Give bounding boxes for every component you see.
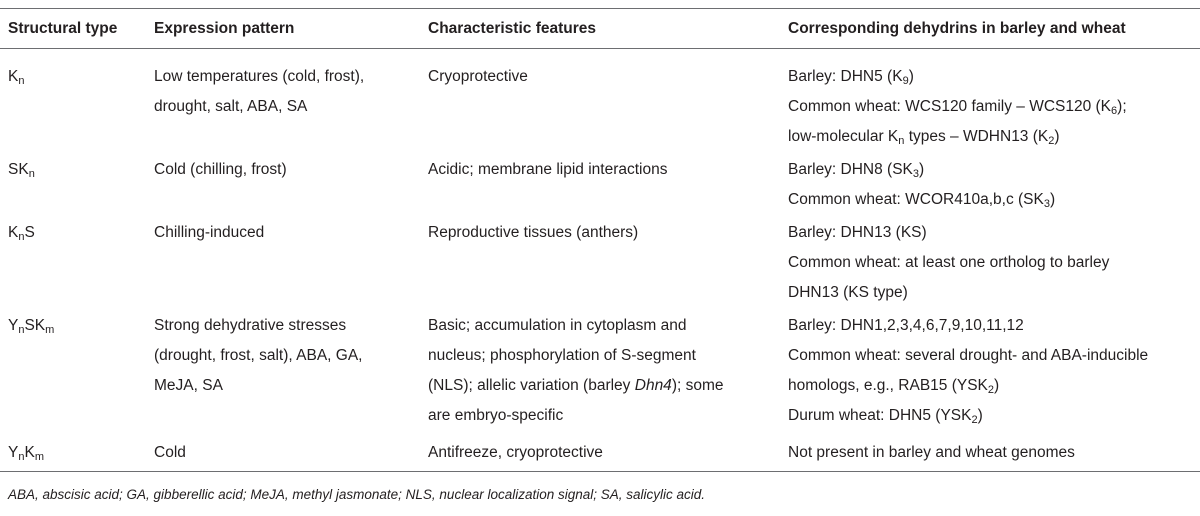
- cell-characteristic-features: Acidic; membrane lipid interactions: [428, 161, 668, 178]
- cell-dehydrin: Barley: DHN8 $(SK_3)$: [788, 161, 925, 180]
- subscript: 2: [1048, 135, 1055, 147]
- cell-characteristic-features: Cryoprotective: [428, 68, 528, 85]
- cell-dehydrin: Common wheat: WCS120 family – WCS120 $(K_6)$;: [788, 98, 1127, 117]
- header-characteristic-features: Characteristic features: [428, 20, 596, 37]
- subscript: 2: [987, 384, 995, 396]
- cell-structural-type: $Y_nSK_m$: [8, 317, 55, 336]
- cell-structural-type: $K_nS$: [8, 224, 35, 243]
- subscript: n: [18, 231, 25, 243]
- subscript: m: [45, 324, 55, 336]
- cell-characteristic-features: are embryo-specific: [428, 407, 564, 424]
- table-footnote: ABA, abscisic acid; GA, gibberellic acid; MeJA, methyl jasmonate; NLS, nuclear localization signal; SA, salicylic acid.: [8, 487, 706, 502]
- cell-expression-pattern: Strong dehydrative stresses: [154, 317, 347, 334]
- gene-name: Dhn4: [634, 377, 672, 394]
- cell-expression-pattern: Cold: [154, 444, 186, 461]
- cell-characteristic-features: Antifreeze, cryoprotective: [428, 444, 603, 461]
- header-rule: [0, 48, 1200, 49]
- subscript: n: [18, 451, 25, 463]
- cell-dehydrin: homologs, e.g., RAB15 $(YSK_2)$: [788, 377, 1000, 396]
- cell-structural-type: $SK_n$: [8, 161, 35, 180]
- cell-characteristic-features: nucleus; phosphorylation of S-segment: [428, 347, 696, 364]
- header-structural-type: Structural type: [8, 20, 118, 37]
- subscript: 2: [971, 414, 978, 426]
- cell-dehydrin: Common wheat: at least one ortholog to barley: [788, 254, 1110, 271]
- cell-dehydrin: DHN13 (KS type): [788, 284, 908, 301]
- subscript: 3: [1043, 198, 1050, 210]
- table-top-rule: [0, 8, 1200, 9]
- cell-dehydrin: Common wheat: WCOR410a,b,c $(SK_3)$: [788, 191, 1056, 210]
- cell-expression-pattern: Chilling-induced: [154, 224, 265, 241]
- cell-dehydrin: Durum wheat: DHN5 $(YSK_2)$: [788, 407, 983, 426]
- subscript: n: [28, 168, 35, 180]
- cell-dehydrin: Common wheat: several drought- and ABA-inducible: [788, 347, 1149, 364]
- subscript: 9: [902, 75, 909, 87]
- cell-structural-type: $Y_nK_m$: [8, 444, 44, 463]
- cell-dehydrin: low-molecular $K_n$ types – WDHN13 $(K_2)$: [788, 128, 1060, 147]
- cell-dehydrin: Barley: DHN13 (KS): [788, 224, 927, 241]
- cell-dehydrin: Not present in barley and wheat genomes: [788, 444, 1075, 461]
- cell-structural-type: $K_n$: [8, 68, 25, 87]
- subscript: n: [898, 135, 905, 147]
- cell-expression-pattern: drought, salt, ABA, SA: [154, 98, 308, 115]
- cell-expression-pattern: MeJA, SA: [154, 377, 223, 394]
- cell-characteristic-features: (NLS); allelic variation (barley Dhn4); some: [428, 377, 724, 394]
- subscript: 3: [912, 168, 920, 180]
- header-corresponding-dehydrins: Corresponding dehydrins in barley and wheat: [788, 20, 1126, 37]
- cell-expression-pattern: Low temperatures (cold, frost),: [154, 68, 365, 85]
- subscript: 6: [1111, 105, 1118, 117]
- cell-characteristic-features: Reproductive tissues (anthers): [428, 224, 639, 241]
- table-bottom-rule: [0, 471, 1200, 472]
- header-expression-pattern: Expression pattern: [154, 20, 295, 37]
- cell-dehydrin: Barley: DHN5 $(K_9)$: [788, 68, 914, 87]
- subscript: m: [34, 451, 44, 463]
- subscript: n: [18, 324, 25, 336]
- cell-expression-pattern: (drought, frost, salt), ABA, GA,: [154, 347, 363, 364]
- cell-characteristic-features: Basic; accumulation in cytoplasm and: [428, 317, 687, 334]
- cell-dehydrin: Barley: DHN1,2,3,4,6,7,9,10,11,12: [788, 317, 1024, 334]
- cell-expression-pattern: Cold (chilling, frost): [154, 161, 287, 178]
- subscript: n: [18, 75, 25, 87]
